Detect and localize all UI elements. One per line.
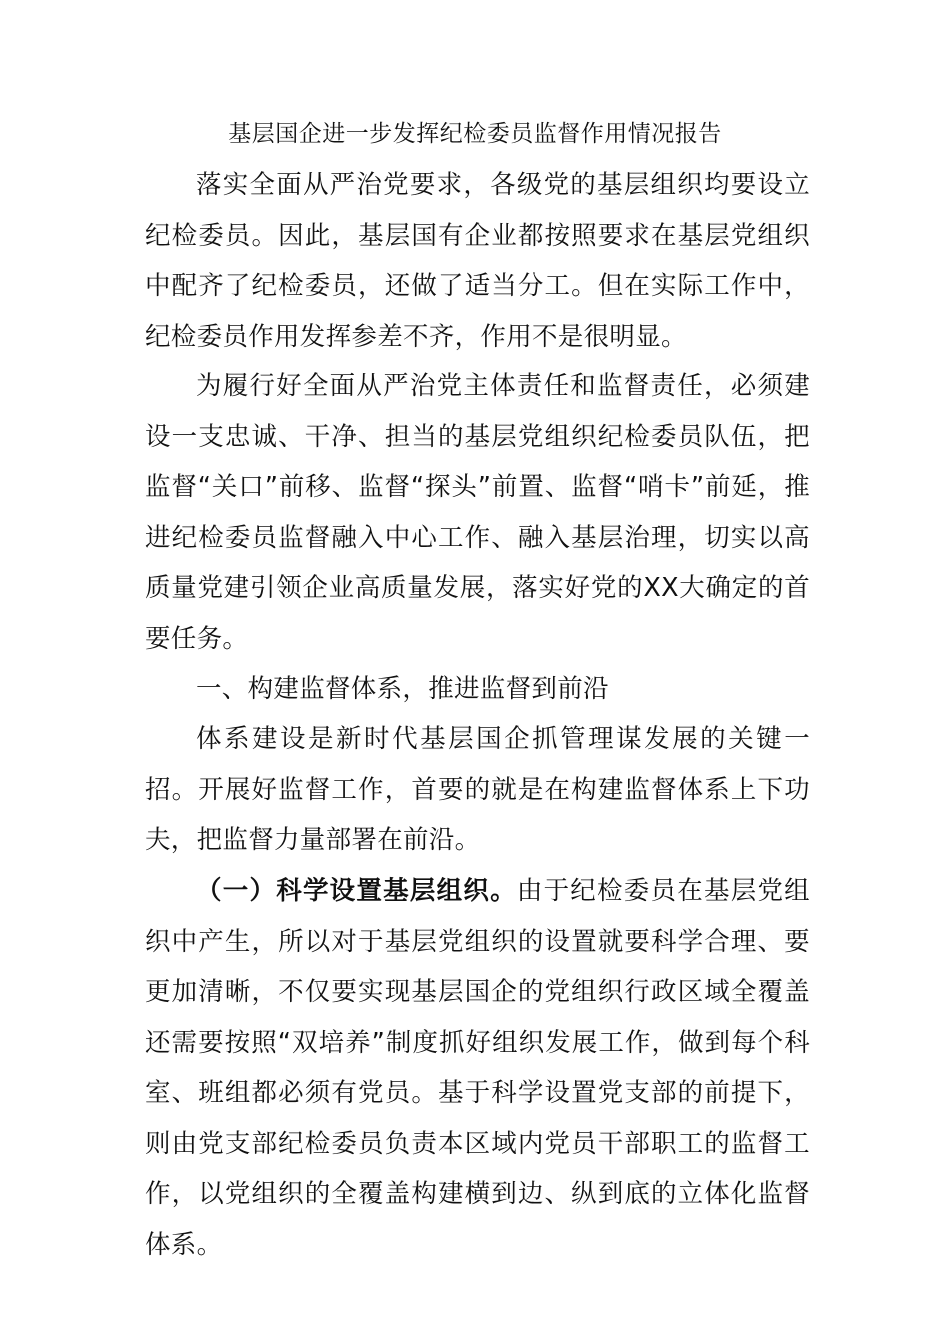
subsection-text: 由于纪检委员在基层党组织中产生，所以对于基层党组织的设置就要科学合理、要更加清晰，不仅要实现基层国企的党组织行政区域全覆盖还需要按照“双培养”制度抓好组织发展工作，做到每个科室、班组都必须有党员。基于科学设置党支部的前提下，则由党支部纪检委员负责本区域内党员干部职工的监督工作，以党组织的全覆盖构建横到边、纵到底的立体化监督体系。	[145, 876, 810, 1260]
document-title: 基层国企进一步发挥纪检委员监督作用情况报告	[228, 121, 722, 147]
subsection-lead: （一）科学设置基层组织。	[196, 876, 517, 906]
paragraph-subsection-1	[145, 866, 810, 1270]
section-heading-1: 一、构建监督体系，推进监督到前沿	[196, 674, 609, 704]
paragraph-system-building: 体系建设是新时代基层国企抓管理谋发展的关键一招。开展好监督工作，首要的就是在构建监督体系上下功夫，把监督力量部署在前沿。	[145, 724, 810, 855]
paragraph-responsibility: 为履行好全面从严治党主体责任和监督责任，必须建设一支忠诚、干净、担当的基层党组织纪检委员队伍，把监督“关口”前移、监督“探头”前置、监督“哨卡”前延，推进纪检委员监督融入中心工作、融入基层治理，切实以高质量党建引领企业高质量发展，落实好党的XX大确定的首要任务。	[145, 371, 810, 654]
paragraph-intro: 落实全面从严治党要求，各级党的基层组织均要设立纪检委员。因此，基层国有企业都按照要求在基层党组织中配齐了纪检委员，还做了适当分工。但在实际工作中，纪检委员作用发挥参差不齐，作用不是很明显。	[145, 170, 810, 352]
